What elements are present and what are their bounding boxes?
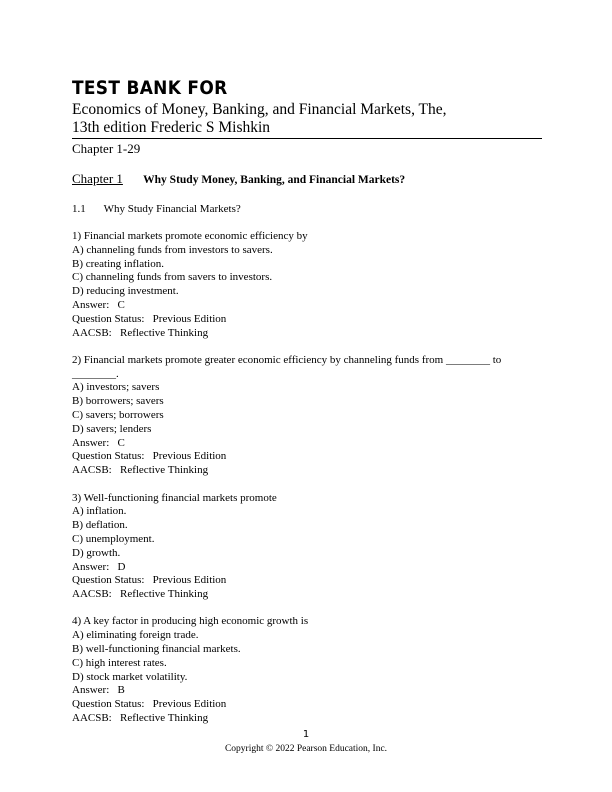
question-status: Question Status: Previous Edition — [72, 574, 227, 587]
option-a: A) eliminating foreign trade. — [72, 629, 199, 642]
answer: Answer: D — [72, 560, 126, 573]
book-title — [72, 101, 542, 136]
question-status: Question Status: Previous Edition — [72, 312, 227, 325]
book-title-line-2: 13th edition Frederic S Mishkin — [72, 118, 271, 136]
chapter-range: Chapter 1-29 — [72, 141, 141, 156]
section-heading — [72, 202, 542, 216]
question-list — [72, 230, 542, 726]
aacsb-tag: AACSB: Reflective Thinking — [72, 326, 209, 339]
aacsb-tag: AACSB: Reflective Thinking — [72, 588, 209, 601]
answer: Answer: B — [72, 684, 125, 697]
chapter-title: Why Study Money, Banking, and Financial Markets? — [143, 174, 406, 186]
option-b: B) well-functioning financial markets. — [72, 643, 241, 656]
answer: Answer: C — [72, 298, 125, 311]
option-c: C) savers; borrowers — [72, 409, 164, 422]
copyright-notice: Copyright © 2022 Pearson Education, Inc. — [224, 744, 388, 754]
option-d: D) stock market volatility. — [72, 670, 188, 683]
question-stem: 4) A key factor in producing high economic growth is — [72, 615, 309, 628]
option-b: B) borrowers; savers — [72, 395, 164, 408]
option-b: B) creating inflation. — [72, 257, 164, 270]
question-status: Question Status: Previous Edition — [72, 450, 227, 463]
question-stem: 3) Well-functioning financial markets promote — [72, 491, 277, 504]
chapter-number: Chapter 1 — [72, 171, 123, 186]
header-rule — [72, 138, 542, 139]
section-title: Why Study Financial Markets? — [103, 203, 241, 215]
page-number: 1 — [302, 729, 310, 740]
option-a: A) inflation. — [72, 505, 127, 518]
answer: Answer: C — [72, 436, 125, 449]
chapter-heading — [72, 171, 542, 188]
aacsb-tag: AACSB: Reflective Thinking — [72, 712, 209, 724]
option-d: D) savers; lenders — [72, 422, 152, 435]
brand-heading: TEST BANK FOR — [72, 78, 228, 100]
option-c: C) high interest rates. — [72, 656, 167, 669]
question-item — [72, 492, 542, 602]
book-title-line-1: Economics of Money, Banking, and Financial Markets, The, — [72, 101, 447, 118]
aacsb-tag: AACSB: Reflective Thinking — [72, 464, 209, 477]
question-stem: 1) Financial markets promote economic efficiency by — [72, 230, 308, 242]
question-status: Question Status: Previous Edition — [72, 698, 227, 711]
option-d: D) growth. — [72, 546, 121, 559]
option-c: C) unemployment. — [72, 532, 155, 545]
option-b: B) deflation. — [72, 519, 128, 532]
option-c: C) channeling funds from savers to investors. — [72, 271, 273, 284]
option-a: A) channeling funds from investors to savers. — [72, 243, 273, 256]
option-d: D) reducing investment. — [72, 285, 179, 298]
section-number: 1.1 — [72, 203, 86, 215]
question-item — [72, 354, 542, 478]
question-item — [72, 230, 542, 340]
question-item — [72, 615, 542, 725]
question-stem: 2) Financial markets promote greater economic efficiency by channeling funds from ________ to ________. — [72, 353, 502, 380]
document-page — [72, 78, 542, 739]
option-a: A) investors; savers — [72, 381, 160, 394]
